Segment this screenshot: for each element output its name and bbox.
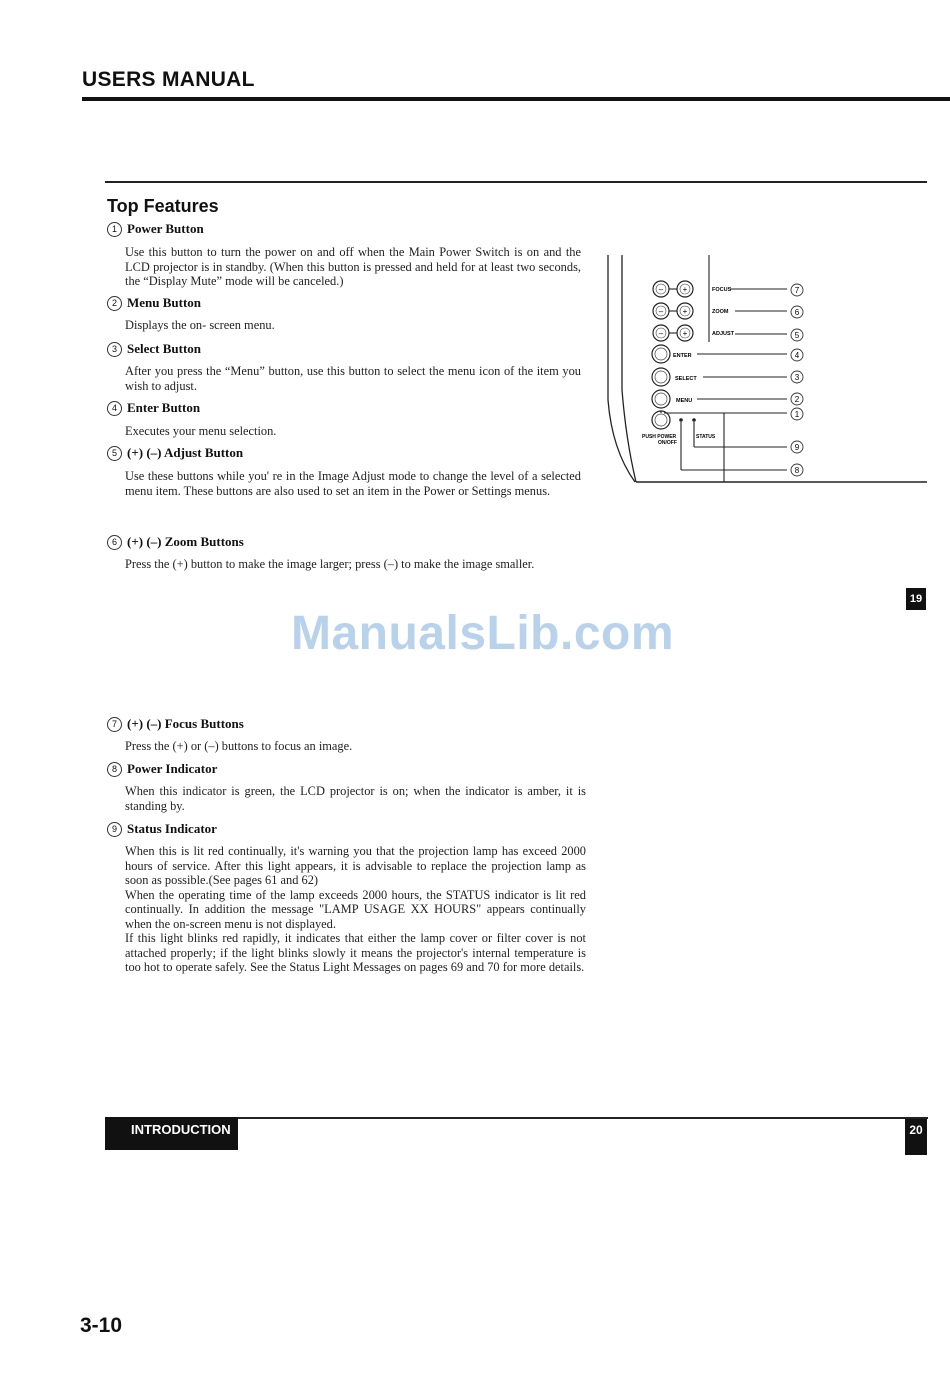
minus-sign: – [658, 329, 664, 338]
item-heading [107, 445, 243, 461]
header-title: USERS MANUAL [82, 68, 255, 91]
item-number: 2 [107, 296, 122, 311]
item-title: Menu Button [127, 295, 202, 310]
zoom-label: ZOOM [712, 309, 729, 315]
item-title: (+) (–) Focus Buttons [127, 716, 244, 731]
item-description: When this indicator is green, the LCD projector is on; when the indicator is amber, it is standing by. [125, 784, 586, 813]
on-off-label: ON/OFF [658, 440, 677, 446]
item-title: Power Button [127, 221, 204, 236]
adjust-label: ADJUST [712, 331, 735, 337]
indicator-lights [679, 413, 787, 482]
section-rule [105, 181, 927, 183]
item-number: 9 [107, 822, 122, 837]
callout-number: 8 [794, 466, 800, 475]
item-title: Select Button [127, 341, 202, 356]
section-title: Top Features [107, 196, 219, 216]
item-heading [107, 761, 217, 777]
minus-sign: – [658, 307, 664, 316]
item-title: Enter Button [127, 400, 201, 415]
item-description: After you press the “Menu” button, use this button to select the menu icon of the item you wish to adjust. [125, 364, 581, 393]
plus-sign: + [682, 285, 688, 294]
item-description: Displays the on- screen menu. [125, 318, 275, 332]
header-rule [82, 97, 950, 101]
callout-number: 9 [794, 443, 800, 452]
callout-number: 3 [794, 373, 800, 382]
enter-button [652, 345, 692, 363]
focus-label: FOCUS [712, 287, 732, 293]
item-description: Use this button to turn the power on and off when the Main Power Switch is on and the LCD projector is in standby. (When this button is pressed and held for at least two seconds, the “Display Mute” mode will be canceled.) [125, 245, 581, 288]
status-indicator-light [692, 418, 696, 422]
plus-sign: + [682, 307, 688, 316]
minus-sign: – [658, 285, 664, 294]
section-label: INTRODUCTION [105, 1117, 238, 1150]
item-heading [107, 400, 200, 416]
item-description: Press the (+) button to make the image larger; press (–) to make the image smaller. [125, 557, 535, 571]
panel-outline [622, 255, 636, 482]
select-label: SELECT [675, 376, 697, 382]
item-number: 4 [107, 401, 122, 416]
control-panel-diagram [600, 250, 940, 490]
item-title: (+) (–) Zoom Buttons [127, 534, 244, 549]
item-description: Press the (+) or (–) buttons to focus an image. [125, 739, 353, 753]
callout-number: 6 [794, 308, 800, 317]
callout-number: 4 [794, 351, 800, 360]
enter-label: ENTER [673, 353, 692, 359]
item-description: Use these buttons while you' re in the Image Adjust mode to change the level of a selected menu item. These buttons are also used to set an item in the Power or Settings menus. [125, 469, 581, 498]
item-description: Executes your menu selection. [125, 424, 277, 438]
menu-button [652, 390, 692, 408]
callout-number: 5 [794, 331, 800, 340]
power-button [642, 411, 677, 446]
item-title: Status Indicator [127, 821, 217, 836]
item-number: 7 [107, 717, 122, 732]
item-number: 1 [107, 222, 122, 237]
callout-number: 7 [794, 286, 800, 295]
page-tab-lower: 20 [905, 1119, 927, 1155]
item-heading [107, 534, 244, 550]
item-number: 5 [107, 446, 122, 461]
zoom-buttons [653, 303, 729, 319]
watermark: ManualsLib.com [290, 607, 675, 660]
select-button [652, 368, 697, 386]
power-indicator-light [679, 418, 683, 422]
status-label: STATUS [696, 434, 716, 440]
item-heading [107, 295, 201, 311]
plus-sign: + [682, 329, 688, 338]
page-tab-upper: 19 [906, 588, 926, 610]
item-heading [107, 821, 217, 837]
adjust-buttons [653, 325, 735, 341]
item-title: (+) (–) Adjust Button [127, 445, 244, 460]
item-number: 6 [107, 535, 122, 550]
callout-number: 2 [794, 395, 800, 404]
item-number: 8 [107, 762, 122, 777]
callout-number: 1 [794, 410, 800, 419]
page-number: 3-10 [80, 1314, 123, 1337]
callout-numbers [791, 284, 803, 476]
item-title: Power Indicator [127, 761, 218, 776]
push-power-label: PUSH POWER [642, 434, 677, 440]
item-heading [107, 341, 201, 357]
item-description: When this is lit red continually, it's warning you that the projection lamp has exceed 2000 hours of service. After this light appears, it is advisable to replace the projection lamp as soon as possible.(See pages 61 and 62) When the operating time of the lamp exceeds 2000 hours, the STATUS indicator is lit red continually. In addition the message "LAMP USAGE XX HOURS" appears continually when the on-screen menu is not displayed. If this light blinks red rapidly, it indicates that either the lamp cover or filter cover is not attached properly; if the light blinks slowly it means the projector's internal temperature is too hot to operate safely. See the Status Light Messages on pages 69 and 70 for more details. [125, 844, 586, 974]
item-heading [107, 221, 204, 237]
focus-buttons [653, 281, 732, 297]
footer-rule [238, 1117, 928, 1119]
menu-label: MENU [676, 398, 693, 404]
item-number: 3 [107, 342, 122, 357]
item-heading [107, 716, 244, 732]
